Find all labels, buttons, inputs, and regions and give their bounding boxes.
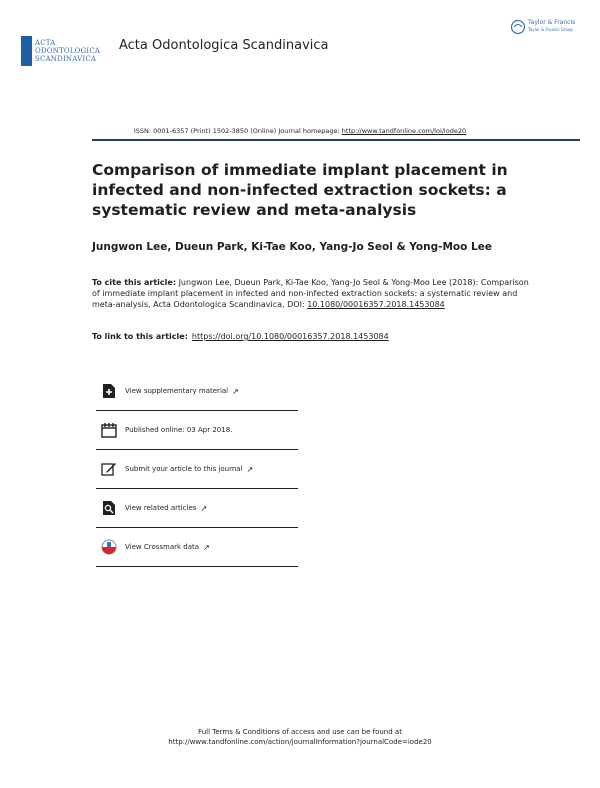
- logo-line-3: SCANDINAVICA: [35, 55, 97, 63]
- citation-label: To cite this article:: [92, 278, 177, 287]
- logo-line-1: ACTA: [35, 39, 56, 47]
- supplementary-material-link[interactable]: [96, 372, 298, 411]
- footer-line-1: Full Terms & Conditions of access and use can be found at: [198, 728, 402, 736]
- crossmark-label: View Crossmark data: [125, 543, 200, 551]
- issn-text: ISSN: 0001-6357 (Print) 1502-3850 (Online) Journal homepage:: [133, 127, 342, 135]
- search-document-icon: [100, 499, 118, 517]
- journal-logo: [21, 36, 101, 66]
- edit-icon: [100, 460, 118, 478]
- logo-bar: [21, 36, 32, 66]
- journal-name: Acta Odontologica Scandinavica: [119, 38, 329, 53]
- related-label: View related articles: [125, 504, 197, 512]
- info-list: [96, 372, 298, 567]
- issn-line: [0, 127, 600, 135]
- external-link-icon: ↗: [246, 464, 254, 474]
- calendar-icon: [100, 421, 118, 439]
- header-rule: [92, 139, 580, 141]
- published-label: Published online: 03 Apr 2018.: [125, 426, 233, 434]
- citation-doi-link[interactable]: 10.1080/00016357.2018.1453084: [307, 300, 445, 309]
- citation-block: [92, 277, 532, 310]
- footer-terms-link[interactable]: http://www.tandfonline.com/action/journalInformation?journalCode=iode20: [168, 738, 432, 746]
- external-link-icon: ↗: [203, 542, 210, 552]
- citation-text: Jungwon Lee, Dueun Park, Ki-Tae Koo, Yang-Jo Seol & Yong-Moo Lee (2018): Comparison of immediate implant placement in infected and non-infected extraction sockets: a systematic review and meta-analysis, Acta Odontologica Scandinavica, DOI:: [92, 278, 529, 309]
- authors: Jungwon Lee, Dueun Park, Ki-Tae Koo, Yang-Jo Seol & Yong-Moo Lee: [92, 241, 492, 253]
- external-link-icon: ↗: [200, 503, 208, 513]
- submit-label: Submit your article to this journal: [125, 465, 243, 473]
- supplementary-label: View supplementary material: [125, 387, 229, 395]
- logo-text: [35, 36, 100, 66]
- footer: [0, 727, 600, 747]
- published-online: [96, 411, 298, 450]
- logo-line-2: ODONTOLOGICA: [35, 47, 101, 55]
- paper-title: Comparison of immediate implant placement in infected and non-infected extraction sockets: a systematic review and meta-analysis: [92, 161, 508, 219]
- related-articles-link[interactable]: [96, 489, 298, 528]
- publisher-name: Taylor & Francis: [528, 19, 576, 26]
- link-block: [92, 332, 389, 341]
- link-label: To link to this article:: [92, 332, 188, 341]
- submit-article-link[interactable]: [96, 450, 298, 489]
- add-file-icon: [100, 382, 118, 400]
- journal-homepage-link[interactable]: http://www.tandfonline.com/loi/iode20: [341, 127, 467, 135]
- publisher-group: Taylor & Francis Group: [528, 27, 573, 32]
- crossmark-link[interactable]: [96, 528, 298, 567]
- external-link-icon: ↗: [232, 386, 239, 396]
- crossmark-icon: [100, 538, 118, 556]
- article-doi-link[interactable]: https://doi.org/10.1080/00016357.2018.1453084: [191, 332, 389, 341]
